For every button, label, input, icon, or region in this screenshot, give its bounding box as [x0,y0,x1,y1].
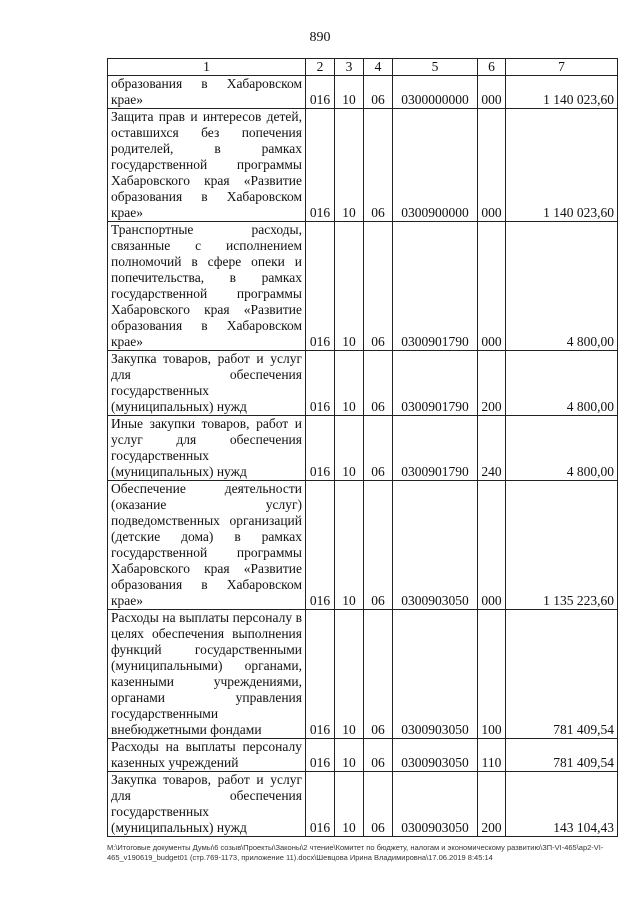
target-article-code: 0300900000 [393,109,478,222]
table-row [108,76,618,109]
table-row [108,222,618,351]
target-article-code: 0300901790 [393,351,478,416]
column-header: 3 [335,59,364,76]
expense-type-code: 000 [478,76,506,109]
table-row [108,481,618,610]
ministry-code: 016 [306,351,335,416]
section-code: 10 [335,739,364,772]
target-article-code: 0300901790 [393,416,478,481]
column-header: 7 [506,59,618,76]
section-code: 10 [335,76,364,109]
section-code: 10 [335,351,364,416]
expense-type-code: 000 [478,109,506,222]
amount: 781 409,54 [506,610,618,739]
column-header: 2 [306,59,335,76]
column-header: 5 [393,59,478,76]
amount: 781 409,54 [506,739,618,772]
column-header: 1 [108,59,306,76]
ministry-code: 016 [306,222,335,351]
section-code: 10 [335,481,364,610]
subsection-code: 06 [364,222,393,351]
ministry-code: 016 [306,416,335,481]
row-description: Расходы на выплаты персоналу в целях обеспечения выполнения функций государственными (муниципальными) органами, казенными учреждениями, органами управления государственными внебюджетными фондами [108,610,306,739]
section-code: 10 [335,416,364,481]
subsection-code: 06 [364,610,393,739]
expense-type-code: 000 [478,481,506,610]
expense-type-code: 100 [478,610,506,739]
header-row [108,59,618,76]
row-description: Защита прав и интересов детей, оставшихся без попечения родителей, в рамках государственной программы Хабаровского края «Развитие образования в Хабаровском крае» [108,109,306,222]
row-description: Обеспечение деятельности (оказание услуг) подведомственных организаций (детские дома) в рамках государственной программы Хабаровского края «Развитие образования в Хабаровском крае» [108,481,306,610]
target-article-code: 0300903050 [393,772,478,837]
row-description: Иные закупки товаров, работ и услуг для обеспечения государственных (муниципальных) нужд [108,416,306,481]
ministry-code: 016 [306,772,335,837]
column-header: 4 [364,59,393,76]
subsection-code: 06 [364,739,393,772]
subsection-code: 06 [364,109,393,222]
expense-type-code: 000 [478,222,506,351]
amount: 143 104,43 [506,772,618,837]
row-description: Закупка товаров, работ и услуг для обеспечения государственных (муниципальных) нужд [108,351,306,416]
table-row [108,109,618,222]
row-description: Транспортные расходы, связанные с исполнением полномочий в сфере опеки и попечительства, в рамках государственной программы Хабаровского края «Развитие образования в Хабаровском крае» [108,222,306,351]
table-row [108,416,618,481]
target-article-code: 0300000000 [393,76,478,109]
column-header: 6 [478,59,506,76]
section-code: 10 [335,610,364,739]
amount: 4 800,00 [506,416,618,481]
ministry-code: 016 [306,109,335,222]
target-article-code: 0300901790 [393,222,478,351]
ministry-code: 016 [306,610,335,739]
amount: 4 800,00 [506,222,618,351]
table-row [108,739,618,772]
row-description: Расходы на выплаты персоналу казенных учреждений [108,739,306,772]
table-row [108,351,618,416]
section-code: 10 [335,772,364,837]
subsection-code: 06 [364,351,393,416]
file-path-footer: М:\Итоговые документы Думы\6 созыв\Проекты\Законы\2 чтение\Комитет по бюджету, налогам и экономическому развитию\ЗП-VI-465\ар2-VI-465_v190619_budget01 (стр.769-1173, приложение 11).docx\Шевцова Ирина Владимировна\17.06.2019 8:45:14 [107,843,604,862]
ministry-code: 016 [306,481,335,610]
budget-table [107,58,618,837]
expense-type-code: 200 [478,351,506,416]
subsection-code: 06 [364,416,393,481]
subsection-code: 06 [364,76,393,109]
table-row [108,772,618,837]
subsection-code: 06 [364,481,393,610]
section-code: 10 [335,222,364,351]
expense-type-code: 200 [478,772,506,837]
expense-type-code: 110 [478,739,506,772]
row-description: образования в Хабаровском крае» [108,76,306,109]
row-description: Закупка товаров, работ и услуг для обеспечения государственных (муниципальных) нужд [108,772,306,837]
section-code: 10 [335,109,364,222]
amount: 1 140 023,60 [506,76,618,109]
target-article-code: 0300903050 [393,481,478,610]
ministry-code: 016 [306,739,335,772]
table-row [108,610,618,739]
target-article-code: 0300903050 [393,739,478,772]
amount: 1 140 023,60 [506,109,618,222]
amount: 4 800,00 [506,351,618,416]
subsection-code: 06 [364,772,393,837]
expense-type-code: 240 [478,416,506,481]
ministry-code: 016 [306,76,335,109]
amount: 1 135 223,60 [506,481,618,610]
page-number: 890 [309,30,331,45]
target-article-code: 0300903050 [393,610,478,739]
